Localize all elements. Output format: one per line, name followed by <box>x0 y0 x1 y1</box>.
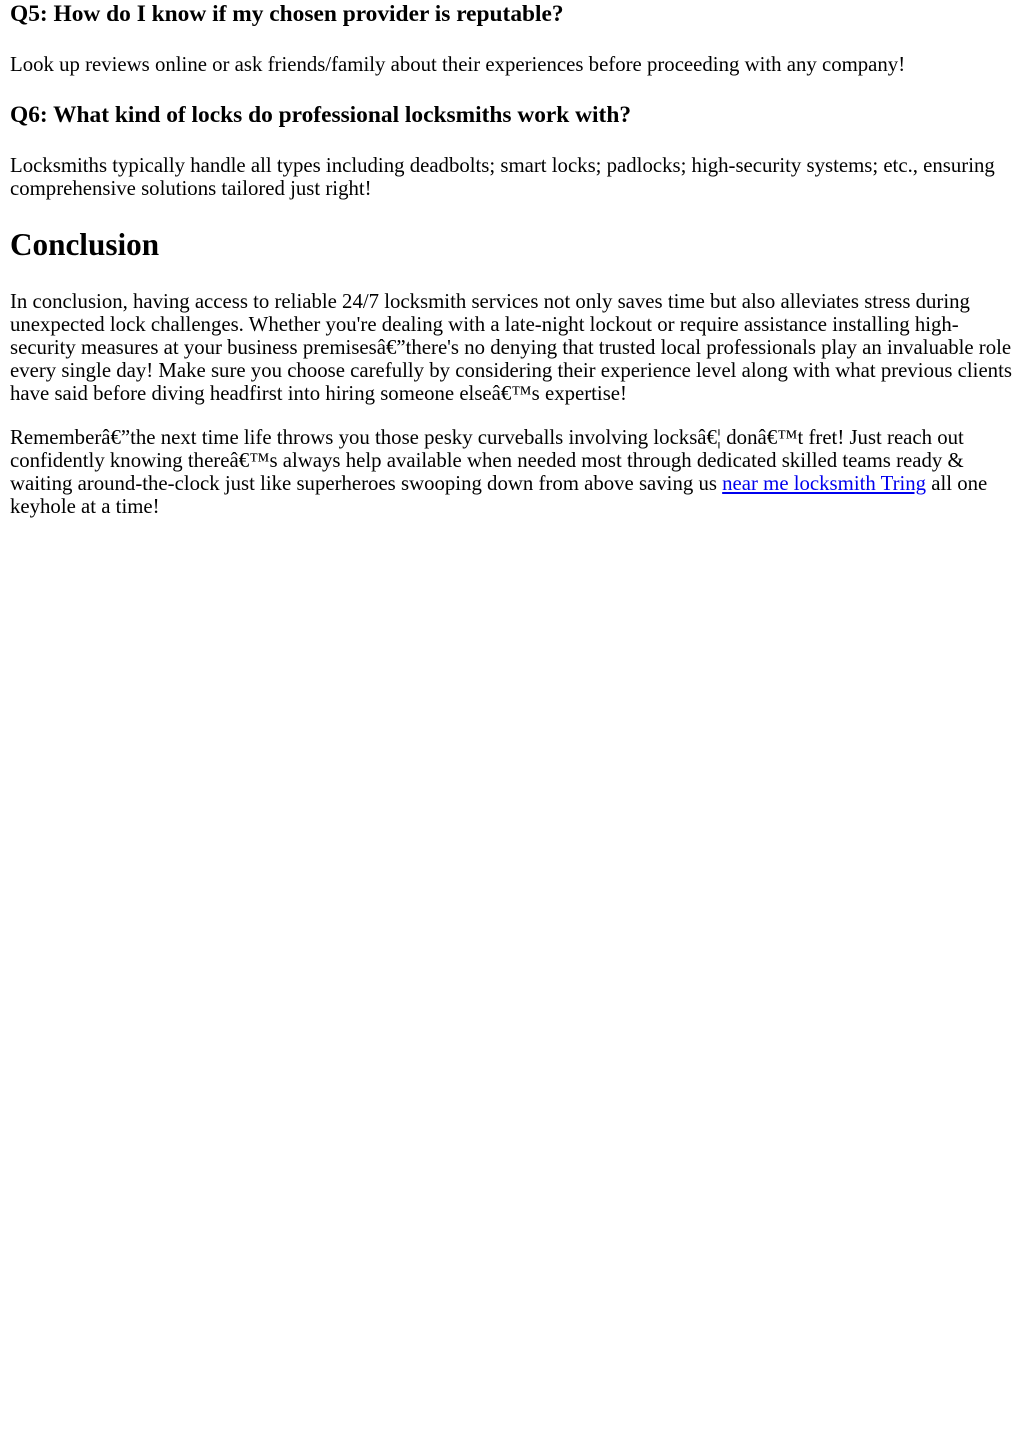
conclusion-paragraph-1: In conclusion, having access to reliable 24/7 locksmith services not only saves time but also alleviates stress during unexpected lock challenges. Whether you're dealing with a late-night lockout or require assistance installing high-security measures at your business premisesâ€”there's no denying that trusted local professionals play an invaluable role every single day! Make sure you choose carefully by considering their experience level along with what previous clients have said before diving headfirst into hiring someone elseâ€™s expertise! <box>10 290 1012 405</box>
conclusion-paragraph-2 <box>10 426 1014 518</box>
article-content <box>0 1 1024 518</box>
conclusion-heading: Conclusion <box>10 227 160 262</box>
conclusion-paragraph-2-text-end: all one keyhole at a time! <box>10 472 988 518</box>
faq-answer-q6: Locksmiths typically handle all types including deadbolts; smart locks; padlocks; high-security systems; etc., ensuring comprehensive solutions tailored just right! <box>10 154 995 200</box>
near-me-locksmith-tring-link[interactable]: near me locksmith Tring <box>722 472 927 495</box>
faq-question-q6: Q6: What kind of locks do professional locksmiths work with? <box>10 102 632 128</box>
faq-answer-q5: Look up reviews online or ask friends/family about their experiences before proceeding with any company! <box>10 53 906 76</box>
conclusion-paragraph-2-text-start: Rememberâ€”the next time life throws you those pesky curveballs involving locksâ€¦ donâ€™t fret! Just reach out confidently knowing thereâ€™s always help available when needed most through dedicated skilled teams ready & waiting around-the-clock just like superheroes swooping down from above saving us <box>10 426 964 495</box>
faq-question-q5: Q5: How do I know if my chosen provider is reputable? <box>10 1 564 27</box>
